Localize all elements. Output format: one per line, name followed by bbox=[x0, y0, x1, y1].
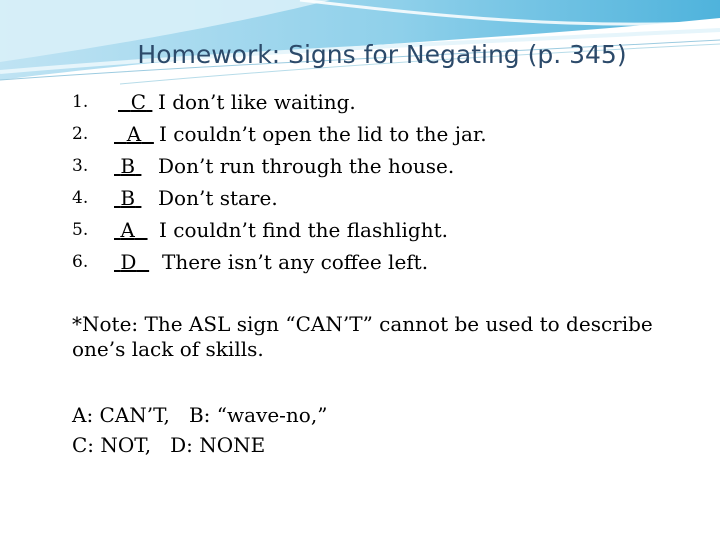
answer-key-line: C: NOT, D: NONE bbox=[72, 433, 266, 457]
item-sentence: Don’t run through the house. bbox=[158, 154, 455, 178]
item-answer: C bbox=[130, 90, 147, 114]
item-answer: A bbox=[126, 122, 142, 146]
item-sentence: I don’t like waiting. bbox=[158, 90, 356, 114]
item-sentence: I couldn’t open the lid to the jar. bbox=[159, 122, 487, 146]
item-sentence: Don’t stare. bbox=[158, 186, 278, 210]
item-sentence: There isn’t any coffee left. bbox=[162, 250, 429, 274]
slide-title: Homework: Signs for Negating (p. 345) bbox=[137, 40, 627, 69]
note-text: *Note: The ASL sign “CAN’T” cannot be used to describe one’s lack of skills. bbox=[72, 312, 653, 361]
item-number: 6. bbox=[72, 252, 89, 272]
answer-key-line: A: CAN’T, B: “wave-no,” bbox=[72, 403, 328, 427]
item-answer: A bbox=[120, 218, 135, 242]
item-number: 1. bbox=[72, 92, 89, 112]
item-number: 3. bbox=[72, 156, 89, 176]
item-number: 5. bbox=[72, 220, 89, 240]
item-sentence: I couldn’t find the flashlight. bbox=[159, 218, 448, 242]
item-answer: D bbox=[120, 250, 137, 274]
item-number: 4. bbox=[72, 188, 89, 208]
item-number: 2. bbox=[72, 124, 89, 144]
item-answer: B bbox=[120, 154, 136, 178]
item-answer: B bbox=[120, 186, 136, 210]
